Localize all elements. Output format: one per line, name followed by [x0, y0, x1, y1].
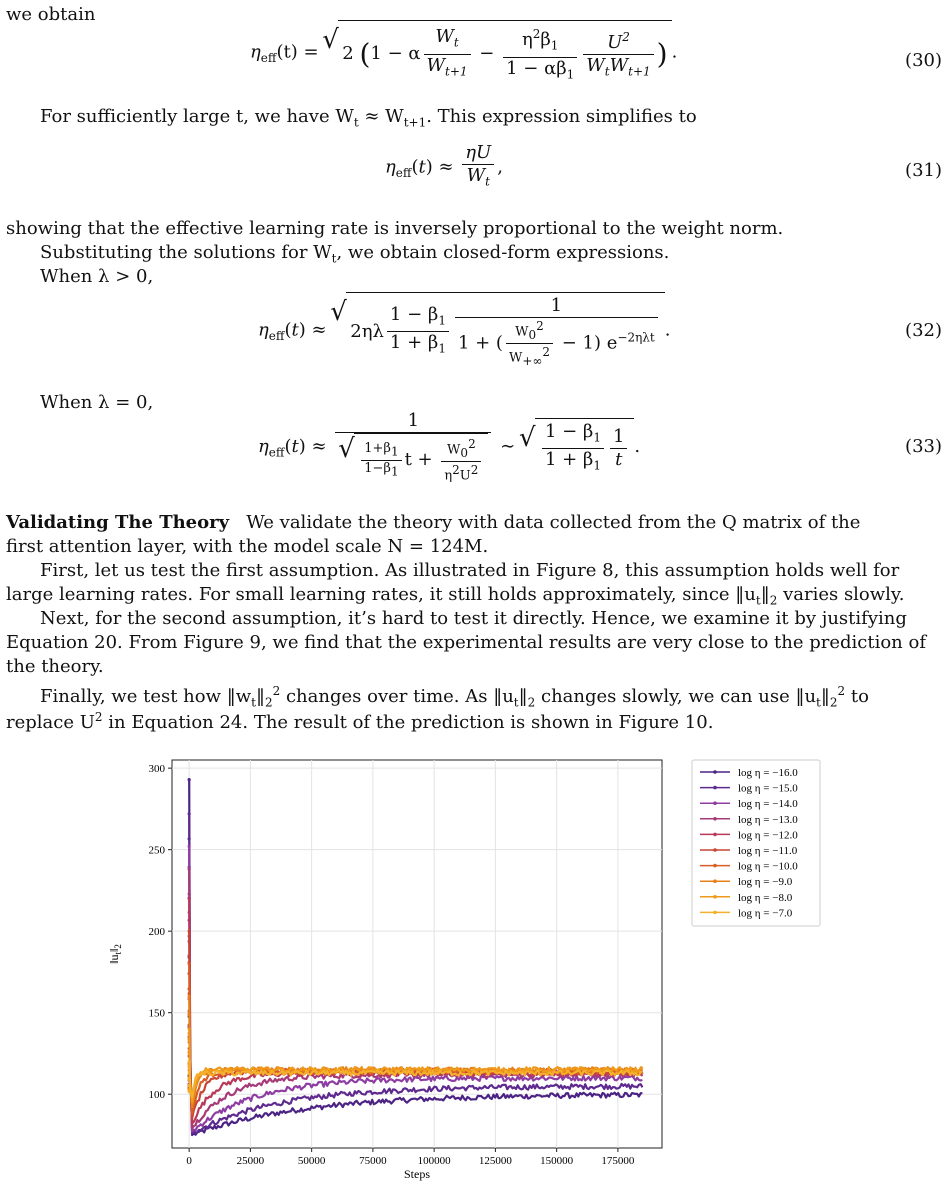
equation-33: $\eta_{eff}(t)$ ≈ 1 √ $\frac{1+\beta_1}{1-\beta_1}$ t + $\frac{W_0^2}{\eta^2U^2}$ ∼ √ $\frac{1 - \beta_1}{1 + \beta_1}$ $\frac{1}{t}$ .: [258, 410, 640, 484]
series-marker: [188, 1084, 191, 1087]
series-marker: [188, 778, 191, 781]
series-marker: [188, 1060, 191, 1063]
legend-marker: [713, 817, 717, 821]
text-line: replace $U^2$ in Equation 24. The result of the prediction is shown in Figure 10.: [6, 710, 714, 733]
series-marker: [188, 962, 191, 965]
legend-label: log η = −8.0: [738, 891, 793, 904]
legend-label: log η = −9.0: [738, 876, 793, 889]
legend-label: log η = −14.0: [738, 798, 798, 811]
legend-label: log η = −11.0: [738, 845, 798, 857]
legend-label: log η = −10.0: [738, 860, 798, 873]
chart-legend: [692, 760, 820, 926]
y-tick-label: 300: [148, 763, 165, 776]
text-line: First, let us test the first assumption. As illustrated in Figure 8, this assumption holds well for: [40, 560, 900, 581]
series-marker: [188, 1027, 191, 1030]
text-line: When λ = 0,: [40, 392, 154, 413]
y-tick-label: 100: [148, 1089, 165, 1102]
series-marker: [188, 845, 191, 848]
legend-marker: [713, 770, 717, 774]
series-marker: [188, 812, 191, 815]
text-line: large learning rates. For small learning rates, it still holds approximately, since $‖u_t‖_2$ varies slowly.: [6, 584, 905, 608]
x-tick-label: 25000: [236, 1155, 265, 1167]
series-marker: [188, 1013, 191, 1016]
series-marker: [188, 1072, 191, 1075]
series-marker: [188, 1078, 191, 1081]
x-tick-label: 0: [186, 1155, 192, 1167]
x-tick-label: 150000: [540, 1155, 574, 1167]
equation-32: $\eta_{eff}(t)$ ≈ √ 2ηλ $\frac{1 - \beta_1}{1 + \beta_1}$ 1 1 + ( $\frac{W_0^2}{W_{+\infty}^2}$ − 1) $e^{-2\eta\lambda t}$ .: [258, 292, 670, 369]
legend-marker: [713, 801, 717, 805]
x-tick-label: 125000: [478, 1155, 512, 1167]
series-marker: [188, 897, 191, 900]
legend-marker: [713, 879, 717, 883]
series-marker: [188, 868, 191, 871]
equation-number: (30): [905, 50, 942, 71]
legend-marker: [713, 895, 717, 899]
x-tick-label: 100000: [417, 1155, 451, 1167]
series-marker: [188, 1090, 191, 1093]
legend-label: log η = −12.0: [738, 829, 798, 842]
legend-marker: [713, 833, 717, 837]
y-tick-label: 250: [148, 844, 165, 857]
legend-marker: [713, 848, 717, 852]
text-line: For sufficiently large t, we have $W_t \approx W_{t+1}$. This expression simplifies to: [40, 106, 697, 130]
x-tick-label: 175000: [601, 1155, 635, 1167]
y-tick-label: 150: [148, 1007, 165, 1020]
equation-30: $\eta_{eff}(t)$ = √ 2 (1 − α $\frac{W_t}{W_{t+1}}$ − $\frac{\eta^2\beta_1}{1 - \alpha\beta_1}$ $\frac{U^2}{W_tW_{t+1}}$ ) .: [250, 20, 677, 85]
series-marker: [188, 1066, 191, 1069]
text-line: Validating The Theory We validate the theory with data collected from the Q matrix of the: [6, 512, 861, 533]
x-tick-label: 50000: [297, 1155, 326, 1167]
legend-label: log η = −13.0: [738, 813, 798, 826]
series-marker: [188, 930, 191, 933]
legend-label: log η = −16.0: [738, 767, 798, 779]
x-tick-label: 75000: [359, 1155, 387, 1167]
text-line: When λ > 0,: [40, 266, 154, 287]
y-axis-label: $‖u_t‖_2$: [107, 944, 123, 964]
equation-number: (32): [905, 320, 942, 341]
legend-marker: [713, 786, 717, 790]
series-marker: [188, 1052, 191, 1055]
y-tick-label: 200: [148, 926, 165, 939]
line-chart: [100, 752, 830, 1182]
text-line: the theory.: [6, 656, 104, 677]
legend-marker: [713, 864, 717, 868]
equation-number: (31): [905, 160, 942, 181]
x-axis-label: Steps: [403, 1167, 431, 1181]
series-marker: [188, 987, 191, 990]
text-line: Equation 20. From Figure 9, we find that the experimental results are very close to the prediction of: [6, 632, 926, 653]
legend-label: log η = −15.0: [738, 782, 798, 795]
legend-label: log η = −7.0: [738, 907, 793, 920]
text-line: we obtain: [6, 4, 96, 25]
series-marker: [188, 1040, 191, 1043]
series-marker: [188, 995, 191, 998]
equation-number: (33): [905, 436, 942, 457]
text-line: Next, for the second assumption, it’s hard to test it directly. Hence, we examine it by justifying: [40, 608, 907, 629]
text-line: Substituting the solutions for $W_t$, we obtain closed-form expressions.: [40, 242, 670, 266]
text-line: showing that the effective learning rate is inversely proportional to the weight norm.: [6, 218, 784, 239]
legend-marker: [713, 911, 717, 915]
equation-31: $\eta_{eff}(t)$ ≈ $\frac{\eta U}{W_t}$ ,: [385, 142, 503, 193]
text-line: Finally, we test how $‖w_t‖_2^2$ changes over time. As $‖u_t‖_2$ changes slowly, we can use $‖u_t‖_2^2$ to: [40, 684, 869, 710]
text-line: first attention layer, with the model scale N = 124M.: [6, 536, 489, 557]
